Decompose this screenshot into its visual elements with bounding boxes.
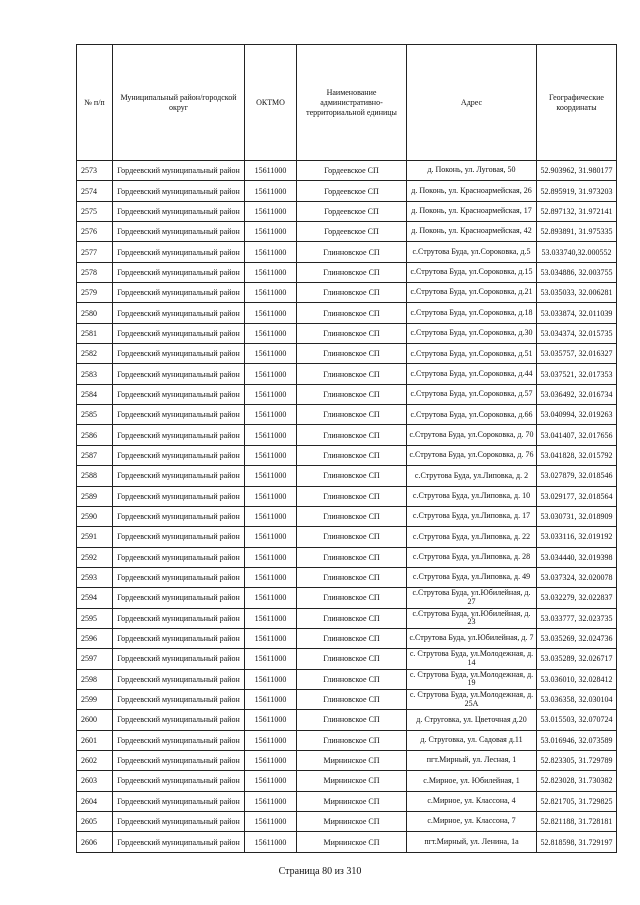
header-district: Муниципальный район/городской округ bbox=[113, 45, 245, 161]
row-address: с.Струтова Буда, ул.Юбилейная, д. 7 bbox=[407, 628, 537, 648]
row-address: с.Струтова Буда, ул.Липовка, д. 17 bbox=[407, 506, 537, 526]
row-oktmo: 15611000 bbox=[245, 242, 297, 262]
row-coordinates: 53.033740,32.000552 bbox=[537, 242, 617, 262]
row-coordinates: 52.818598, 31.729197 bbox=[537, 832, 617, 852]
row-address: с.Мирное, ул. Классона, 4 bbox=[407, 791, 537, 811]
row-district: Гордеевский муниципальный район bbox=[113, 486, 245, 506]
row-address: с.Струтова Буда, ул.Юбилейная, д. 27 bbox=[407, 588, 537, 608]
row-unit: Глинновское СП bbox=[297, 425, 407, 445]
row-oktmo: 15611000 bbox=[245, 344, 297, 364]
table-row bbox=[77, 588, 617, 608]
table-row bbox=[77, 547, 617, 567]
row-address: с.Струтова Буда, ул.Сороковка, д.5 bbox=[407, 242, 537, 262]
row-unit: Глинновское СП bbox=[297, 283, 407, 303]
row-oktmo: 15611000 bbox=[245, 588, 297, 608]
header-number: № п/п bbox=[77, 45, 113, 161]
row-oktmo: 15611000 bbox=[245, 628, 297, 648]
row-number: 2591 bbox=[77, 527, 113, 547]
row-number: 2581 bbox=[77, 323, 113, 343]
row-district: Гордеевский муниципальный район bbox=[113, 649, 245, 669]
row-district: Гордеевский муниципальный район bbox=[113, 628, 245, 648]
row-address: с.Струтова Буда, ул.Сороковка, д. 70 bbox=[407, 425, 537, 445]
header-address: Адрес bbox=[407, 45, 537, 161]
table-row bbox=[77, 567, 617, 587]
row-oktmo: 15611000 bbox=[245, 812, 297, 832]
row-district: Гордеевский муниципальный район bbox=[113, 425, 245, 445]
row-number: 2583 bbox=[77, 364, 113, 384]
row-oktmo: 15611000 bbox=[245, 486, 297, 506]
table-row bbox=[77, 181, 617, 201]
row-district: Гордеевский муниципальный район bbox=[113, 242, 245, 262]
row-address: с.Мирное, ул. Классона, 7 bbox=[407, 812, 537, 832]
row-oktmo: 15611000 bbox=[245, 710, 297, 730]
row-unit: Гордеевское СП bbox=[297, 181, 407, 201]
row-coordinates: 53.036358, 32.030104 bbox=[537, 689, 617, 709]
row-number: 2575 bbox=[77, 201, 113, 221]
row-number: 2596 bbox=[77, 628, 113, 648]
row-coordinates: 53.041407, 32.017656 bbox=[537, 425, 617, 445]
row-address: с. Струтова Буда, ул.Молодежная, д. 25А bbox=[407, 689, 537, 709]
table-row bbox=[77, 201, 617, 221]
row-address: д. Струговка, ул. Цветочная д.20 bbox=[407, 710, 537, 730]
row-number: 2576 bbox=[77, 222, 113, 242]
row-address: с. Струтова Буда, ул.Молодежная, д. 14 bbox=[407, 649, 537, 669]
row-coordinates: 53.035269, 32.024736 bbox=[537, 628, 617, 648]
row-unit: Глинновское СП bbox=[297, 710, 407, 730]
row-address: с.Струтова Буда, ул.Сороковка, д.21 bbox=[407, 283, 537, 303]
row-number: 2593 bbox=[77, 567, 113, 587]
table-row bbox=[77, 262, 617, 282]
table-row bbox=[77, 689, 617, 709]
row-coordinates: 53.036010, 32.028412 bbox=[537, 669, 617, 689]
row-coordinates: 52.823028, 31.730382 bbox=[537, 771, 617, 791]
row-coordinates: 53.034374, 32.015735 bbox=[537, 323, 617, 343]
row-address: с.Струтова Буда, ул.Липовка, д. 22 bbox=[407, 527, 537, 547]
row-address: д. Поконь, ул. Красноармейская, 42 bbox=[407, 222, 537, 242]
row-number: 2589 bbox=[77, 486, 113, 506]
row-address: д. Струговка, ул. Садовая д.11 bbox=[407, 730, 537, 750]
table-row bbox=[77, 323, 617, 343]
row-number: 2598 bbox=[77, 669, 113, 689]
row-address: с. Струтова Буда, ул.Молодежная, д. 19 bbox=[407, 669, 537, 689]
row-oktmo: 15611000 bbox=[245, 608, 297, 628]
row-district: Гордеевский муниципальный район bbox=[113, 384, 245, 404]
row-number: 2592 bbox=[77, 547, 113, 567]
row-oktmo: 15611000 bbox=[245, 547, 297, 567]
row-oktmo: 15611000 bbox=[245, 832, 297, 852]
row-number: 2584 bbox=[77, 384, 113, 404]
row-address: с.Струтова Буда, ул.Липовка, д. 49 bbox=[407, 567, 537, 587]
row-number: 2600 bbox=[77, 710, 113, 730]
row-unit: Гордеевское СП bbox=[297, 161, 407, 181]
row-unit: Глинновское СП bbox=[297, 466, 407, 486]
row-oktmo: 15611000 bbox=[245, 262, 297, 282]
row-unit: Глинновское СП bbox=[297, 730, 407, 750]
registry-table bbox=[76, 44, 617, 853]
row-oktmo: 15611000 bbox=[245, 283, 297, 303]
row-coordinates: 53.040994, 32.019263 bbox=[537, 405, 617, 425]
row-unit: Мирнинское СП bbox=[297, 771, 407, 791]
row-unit: Мирнинское СП bbox=[297, 791, 407, 811]
table-row bbox=[77, 750, 617, 770]
row-district: Гордеевский муниципальный район bbox=[113, 527, 245, 547]
row-coordinates: 53.032279, 32.022837 bbox=[537, 588, 617, 608]
row-coordinates: 53.033874, 32.011039 bbox=[537, 303, 617, 323]
row-unit: Глинновское СП bbox=[297, 323, 407, 343]
row-address: с.Струтова Буда, ул.Юбилейная, д. 23 bbox=[407, 608, 537, 628]
table-row bbox=[77, 608, 617, 628]
row-unit: Глинновское СП bbox=[297, 364, 407, 384]
page-number: Страница 80 из 310 bbox=[278, 866, 362, 877]
table-row bbox=[77, 242, 617, 262]
table-body bbox=[77, 161, 617, 853]
table-row bbox=[77, 649, 617, 669]
row-district: Гордеевский муниципальный район bbox=[113, 669, 245, 689]
row-oktmo: 15611000 bbox=[245, 323, 297, 343]
table-row bbox=[77, 364, 617, 384]
row-coordinates: 53.035757, 32.016327 bbox=[537, 344, 617, 364]
row-district: Гордеевский муниципальный район bbox=[113, 201, 245, 221]
row-address: с.Струтова Буда, ул.Сороковка, д.15 bbox=[407, 262, 537, 282]
row-address: с.Мирное, ул. Юбилейная, 1 bbox=[407, 771, 537, 791]
table-row bbox=[77, 669, 617, 689]
row-oktmo: 15611000 bbox=[245, 384, 297, 404]
table-row bbox=[77, 303, 617, 323]
row-district: Гордеевский муниципальный район bbox=[113, 283, 245, 303]
row-district: Гордеевский муниципальный район bbox=[113, 588, 245, 608]
row-unit: Глинновское СП bbox=[297, 344, 407, 364]
row-oktmo: 15611000 bbox=[245, 649, 297, 669]
row-district: Гордеевский муниципальный район bbox=[113, 303, 245, 323]
row-unit: Глинновское СП bbox=[297, 384, 407, 404]
row-address: с.Струтова Буда, ул.Липовка, д. 10 bbox=[407, 486, 537, 506]
row-oktmo: 15611000 bbox=[245, 405, 297, 425]
row-address: пгт.Мирный, ул. Лесная, 1 bbox=[407, 750, 537, 770]
row-coordinates: 52.897132, 31.972141 bbox=[537, 201, 617, 221]
row-unit: Глинновское СП bbox=[297, 669, 407, 689]
row-coordinates: 53.037324, 32.020078 bbox=[537, 567, 617, 587]
table-row bbox=[77, 527, 617, 547]
row-oktmo: 15611000 bbox=[245, 506, 297, 526]
row-unit: Гордеевское СП bbox=[297, 222, 407, 242]
row-district: Гордеевский муниципальный район bbox=[113, 730, 245, 750]
row-unit: Глинновское СП bbox=[297, 547, 407, 567]
row-unit: Глинновское СП bbox=[297, 506, 407, 526]
row-address: пгт.Мирный, ул. Ленина, 1а bbox=[407, 832, 537, 852]
row-number: 2604 bbox=[77, 791, 113, 811]
row-unit: Глинновское СП bbox=[297, 588, 407, 608]
row-number: 2603 bbox=[77, 771, 113, 791]
row-oktmo: 15611000 bbox=[245, 445, 297, 465]
row-number: 2580 bbox=[77, 303, 113, 323]
row-coordinates: 52.895919, 31.973203 bbox=[537, 181, 617, 201]
table-row bbox=[77, 425, 617, 445]
row-oktmo: 15611000 bbox=[245, 771, 297, 791]
row-oktmo: 15611000 bbox=[245, 527, 297, 547]
row-oktmo: 15611000 bbox=[245, 689, 297, 709]
row-coordinates: 53.029177, 32.018564 bbox=[537, 486, 617, 506]
row-district: Гордеевский муниципальный район bbox=[113, 506, 245, 526]
row-coordinates: 52.903962, 31.980177 bbox=[537, 161, 617, 181]
row-unit: Гордеевское СП bbox=[297, 201, 407, 221]
row-address: с.Струтова Буда, ул.Липовка, д. 2 bbox=[407, 466, 537, 486]
row-district: Гордеевский муниципальный район bbox=[113, 445, 245, 465]
row-address: д. Поконь, ул. Красноармейская, 26 bbox=[407, 181, 537, 201]
table-row bbox=[77, 730, 617, 750]
row-address: с.Струтова Буда, ул.Сороковка, д. 76 bbox=[407, 445, 537, 465]
table-row bbox=[77, 161, 617, 181]
row-oktmo: 15611000 bbox=[245, 791, 297, 811]
row-number: 2595 bbox=[77, 608, 113, 628]
table-row bbox=[77, 506, 617, 526]
row-number: 2585 bbox=[77, 405, 113, 425]
row-oktmo: 15611000 bbox=[245, 567, 297, 587]
row-address: с.Струтова Буда, ул.Сороковка, д.51 bbox=[407, 344, 537, 364]
row-address: с.Струтова Буда, ул.Сороковка, д.44 bbox=[407, 364, 537, 384]
row-coordinates: 53.041828, 32.015792 bbox=[537, 445, 617, 465]
row-coordinates: 53.034886, 32.003755 bbox=[537, 262, 617, 282]
table-row bbox=[77, 405, 617, 425]
row-address: д. Поконь, ул. Луговая, 50 bbox=[407, 161, 537, 181]
table-row bbox=[77, 222, 617, 242]
row-unit: Глинновское СП bbox=[297, 608, 407, 628]
row-coordinates: 53.027879, 32.018546 bbox=[537, 466, 617, 486]
row-address: д. Поконь, ул. Красноармейская, 17 bbox=[407, 201, 537, 221]
table-row bbox=[77, 791, 617, 811]
row-district: Гордеевский муниципальный район bbox=[113, 567, 245, 587]
row-district: Гордеевский муниципальный район bbox=[113, 323, 245, 343]
row-coordinates: 53.033777, 32.023735 bbox=[537, 608, 617, 628]
registry-sheet bbox=[76, 44, 616, 853]
table-row bbox=[77, 445, 617, 465]
row-district: Гордеевский муниципальный район bbox=[113, 710, 245, 730]
table-row bbox=[77, 812, 617, 832]
row-unit: Глинновское СП bbox=[297, 242, 407, 262]
row-coordinates: 53.016946, 32.073589 bbox=[537, 730, 617, 750]
table-row bbox=[77, 832, 617, 852]
row-number: 2601 bbox=[77, 730, 113, 750]
row-district: Гордеевский муниципальный район bbox=[113, 405, 245, 425]
row-address: с.Струтова Буда, ул.Сороковка, д.18 bbox=[407, 303, 537, 323]
row-oktmo: 15611000 bbox=[245, 181, 297, 201]
row-district: Гордеевский муниципальный район bbox=[113, 608, 245, 628]
header-unit: Наименование административно-территориальной единицы bbox=[297, 45, 407, 161]
row-unit: Мирнинское СП bbox=[297, 812, 407, 832]
table-row bbox=[77, 771, 617, 791]
row-oktmo: 15611000 bbox=[245, 222, 297, 242]
row-coordinates: 52.823305, 31.729789 bbox=[537, 750, 617, 770]
row-unit: Глинновское СП bbox=[297, 262, 407, 282]
row-unit: Мирнинское СП bbox=[297, 832, 407, 852]
row-oktmo: 15611000 bbox=[245, 161, 297, 181]
row-coordinates: 53.035033, 32.006281 bbox=[537, 283, 617, 303]
table-row bbox=[77, 486, 617, 506]
header-oktmo: ОКТМО bbox=[245, 45, 297, 161]
row-coordinates: 53.033116, 32.019192 bbox=[537, 527, 617, 547]
row-oktmo: 15611000 bbox=[245, 303, 297, 323]
row-unit: Мирнинское СП bbox=[297, 750, 407, 770]
row-oktmo: 15611000 bbox=[245, 364, 297, 384]
header-coordinates: Географические координаты bbox=[537, 45, 617, 161]
row-district: Гордеевский муниципальный район bbox=[113, 466, 245, 486]
table-row bbox=[77, 283, 617, 303]
row-number: 2605 bbox=[77, 812, 113, 832]
row-unit: Глинновское СП bbox=[297, 628, 407, 648]
row-number: 2574 bbox=[77, 181, 113, 201]
row-unit: Глинновское СП bbox=[297, 649, 407, 669]
row-number: 2590 bbox=[77, 506, 113, 526]
row-oktmo: 15611000 bbox=[245, 466, 297, 486]
row-number: 2573 bbox=[77, 161, 113, 181]
row-district: Гордеевский муниципальный район bbox=[113, 689, 245, 709]
row-unit: Глинновское СП bbox=[297, 527, 407, 547]
row-number: 2588 bbox=[77, 466, 113, 486]
row-unit: Глинновское СП bbox=[297, 567, 407, 587]
row-unit: Глинновское СП bbox=[297, 445, 407, 465]
row-address: с.Струтова Буда, ул.Сороковка, д.57 bbox=[407, 384, 537, 404]
row-district: Гордеевский муниципальный район bbox=[113, 791, 245, 811]
row-district: Гордеевский муниципальный район bbox=[113, 262, 245, 282]
row-district: Гордеевский муниципальный район bbox=[113, 364, 245, 384]
row-district: Гордеевский муниципальный район bbox=[113, 812, 245, 832]
row-coordinates: 53.034440, 32.019398 bbox=[537, 547, 617, 567]
row-address: с.Струтова Буда, ул.Липовка, д. 28 bbox=[407, 547, 537, 567]
row-number: 2599 bbox=[77, 689, 113, 709]
row-district: Гордеевский муниципальный район bbox=[113, 750, 245, 770]
row-district: Гордеевский муниципальный район bbox=[113, 771, 245, 791]
table-row bbox=[77, 344, 617, 364]
row-number: 2606 bbox=[77, 832, 113, 852]
table-header-row bbox=[77, 45, 617, 161]
row-coordinates: 53.037521, 32.017353 bbox=[537, 364, 617, 384]
row-number: 2586 bbox=[77, 425, 113, 445]
row-number: 2602 bbox=[77, 750, 113, 770]
table-row bbox=[77, 466, 617, 486]
row-oktmo: 15611000 bbox=[245, 669, 297, 689]
row-district: Гордеевский муниципальный район bbox=[113, 547, 245, 567]
row-district: Гордеевский муниципальный район bbox=[113, 344, 245, 364]
row-unit: Глинновское СП bbox=[297, 405, 407, 425]
row-number: 2587 bbox=[77, 445, 113, 465]
row-coordinates: 53.030731, 32.018909 bbox=[537, 506, 617, 526]
row-oktmo: 15611000 bbox=[245, 201, 297, 221]
row-unit: Глинновское СП bbox=[297, 689, 407, 709]
row-address: с.Струтова Буда, ул.Сороковка, д.66 bbox=[407, 405, 537, 425]
row-district: Гордеевский муниципальный район bbox=[113, 832, 245, 852]
row-number: 2577 bbox=[77, 242, 113, 262]
row-unit: Глинновское СП bbox=[297, 486, 407, 506]
row-coordinates: 52.821188, 31.728181 bbox=[537, 812, 617, 832]
row-district: Гордеевский муниципальный район bbox=[113, 222, 245, 242]
row-number: 2597 bbox=[77, 649, 113, 669]
row-oktmo: 15611000 bbox=[245, 425, 297, 445]
row-coordinates: 53.036492, 32.016734 bbox=[537, 384, 617, 404]
row-number: 2582 bbox=[77, 344, 113, 364]
row-oktmo: 15611000 bbox=[245, 730, 297, 750]
row-number: 2579 bbox=[77, 283, 113, 303]
table-row bbox=[77, 628, 617, 648]
table-row bbox=[77, 384, 617, 404]
table-row bbox=[77, 710, 617, 730]
row-coordinates: 53.035289, 32.026717 bbox=[537, 649, 617, 669]
row-unit: Глинновское СП bbox=[297, 303, 407, 323]
row-number: 2594 bbox=[77, 588, 113, 608]
row-number: 2578 bbox=[77, 262, 113, 282]
row-district: Гордеевский муниципальный район bbox=[113, 181, 245, 201]
row-coordinates: 52.893891, 31.975335 bbox=[537, 222, 617, 242]
row-coordinates: 53.015503, 32.070724 bbox=[537, 710, 617, 730]
row-address: с.Струтова Буда, ул.Сороковка, д.30 bbox=[407, 323, 537, 343]
row-district: Гордеевский муниципальный район bbox=[113, 161, 245, 181]
row-oktmo: 15611000 bbox=[245, 750, 297, 770]
row-coordinates: 52.821705, 31.729825 bbox=[537, 791, 617, 811]
